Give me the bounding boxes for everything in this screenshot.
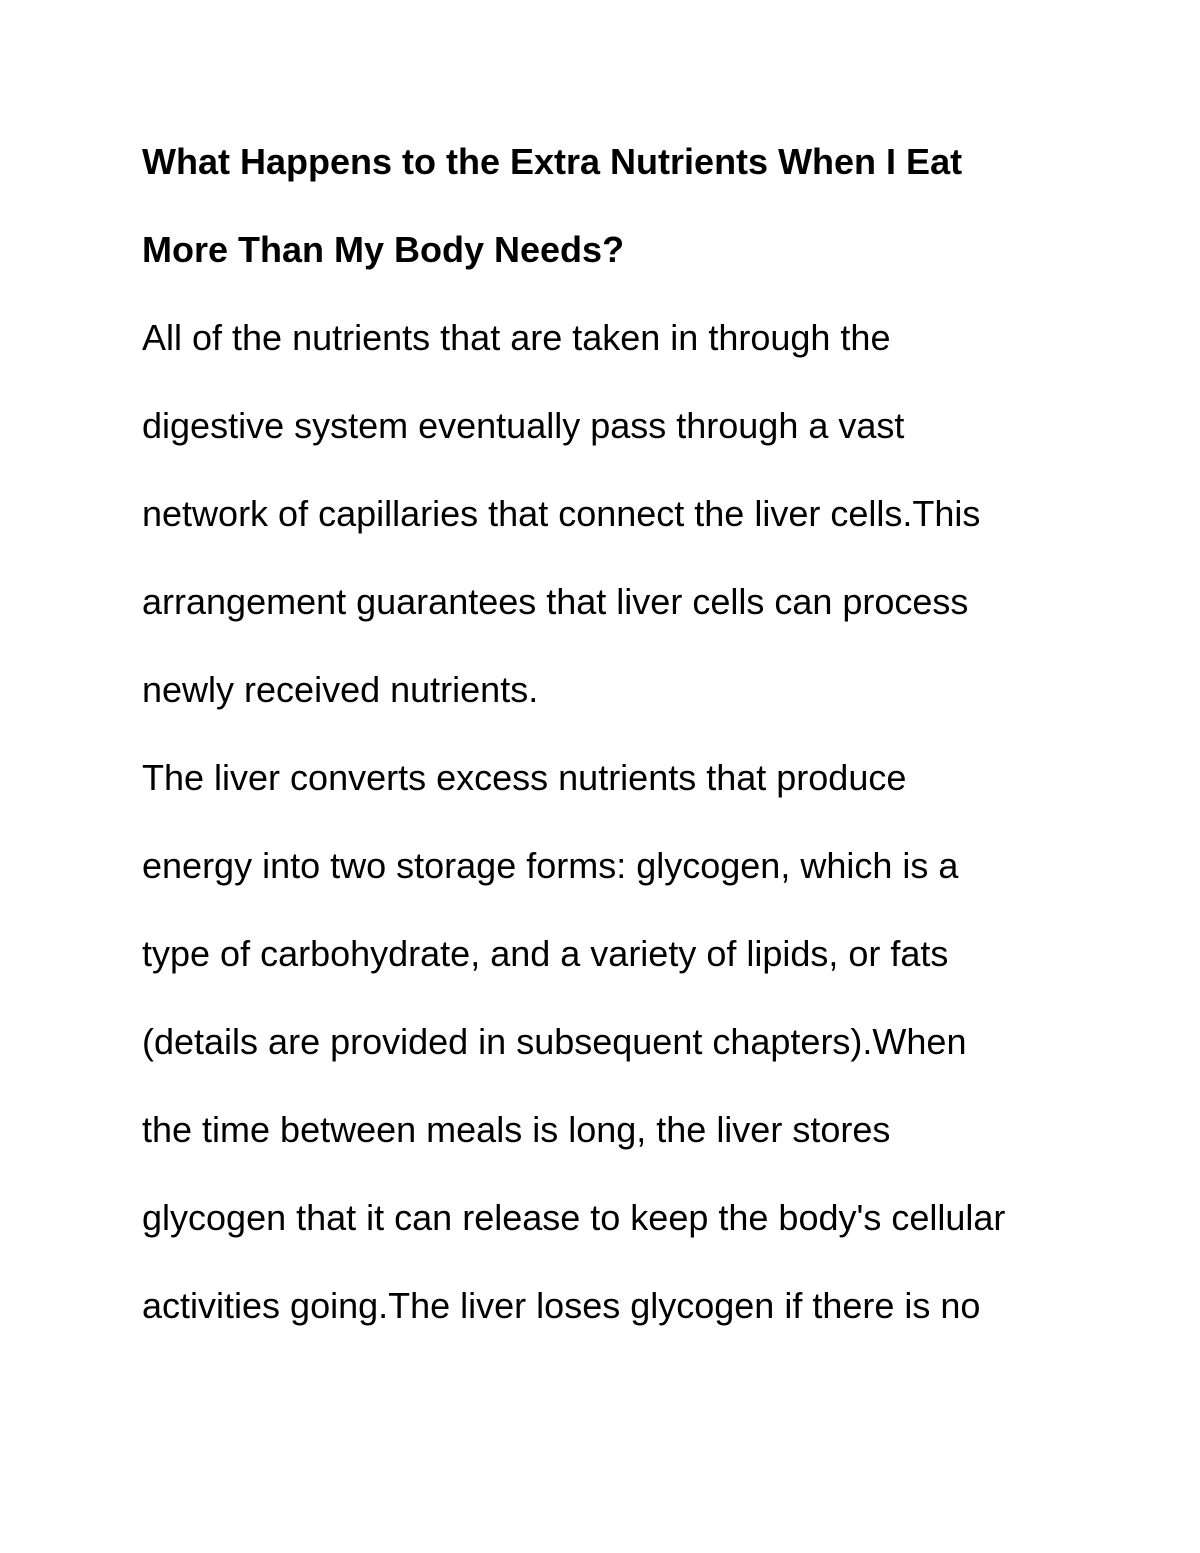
- paragraph-line: arrangement guarantees that liver cells can process: [142, 581, 969, 622]
- paragraph-line: activities going.The liver loses glycogen if there is no: [142, 1285, 981, 1326]
- paragraph-line: (details are provided in subsequent chapters).When: [142, 1021, 967, 1062]
- paragraph-line: energy into two storage forms: glycogen, which is a: [142, 845, 959, 886]
- title-line: What Happens to the Extra Nutrients When I Eat: [142, 141, 963, 182]
- paragraph-line: network of capillaries that connect the liver cells.This: [142, 493, 981, 534]
- paragraph-line: All of the nutrients that are taken in through the: [142, 317, 891, 358]
- paragraph-line: digestive system eventually pass through a vast: [142, 405, 905, 446]
- paragraph-line: type of carbohydrate, and a variety of lipids, or fats: [142, 933, 949, 974]
- paragraph-line: newly received nutrients.: [142, 669, 539, 710]
- document-title: [142, 118, 1102, 294]
- paragraph-line: the time between meals is long, the liver stores: [142, 1109, 891, 1150]
- paragraph-line: glycogen that it can release to keep the body's cellular: [142, 1197, 1006, 1238]
- paragraph-liver-storage: [142, 734, 1102, 1350]
- document-body: [142, 118, 1102, 1350]
- paragraph-line: The liver converts excess nutrients that produce: [142, 757, 907, 798]
- title-line: More Than My Body Needs?: [142, 229, 625, 270]
- paragraph-liver-capillaries: [142, 294, 1102, 734]
